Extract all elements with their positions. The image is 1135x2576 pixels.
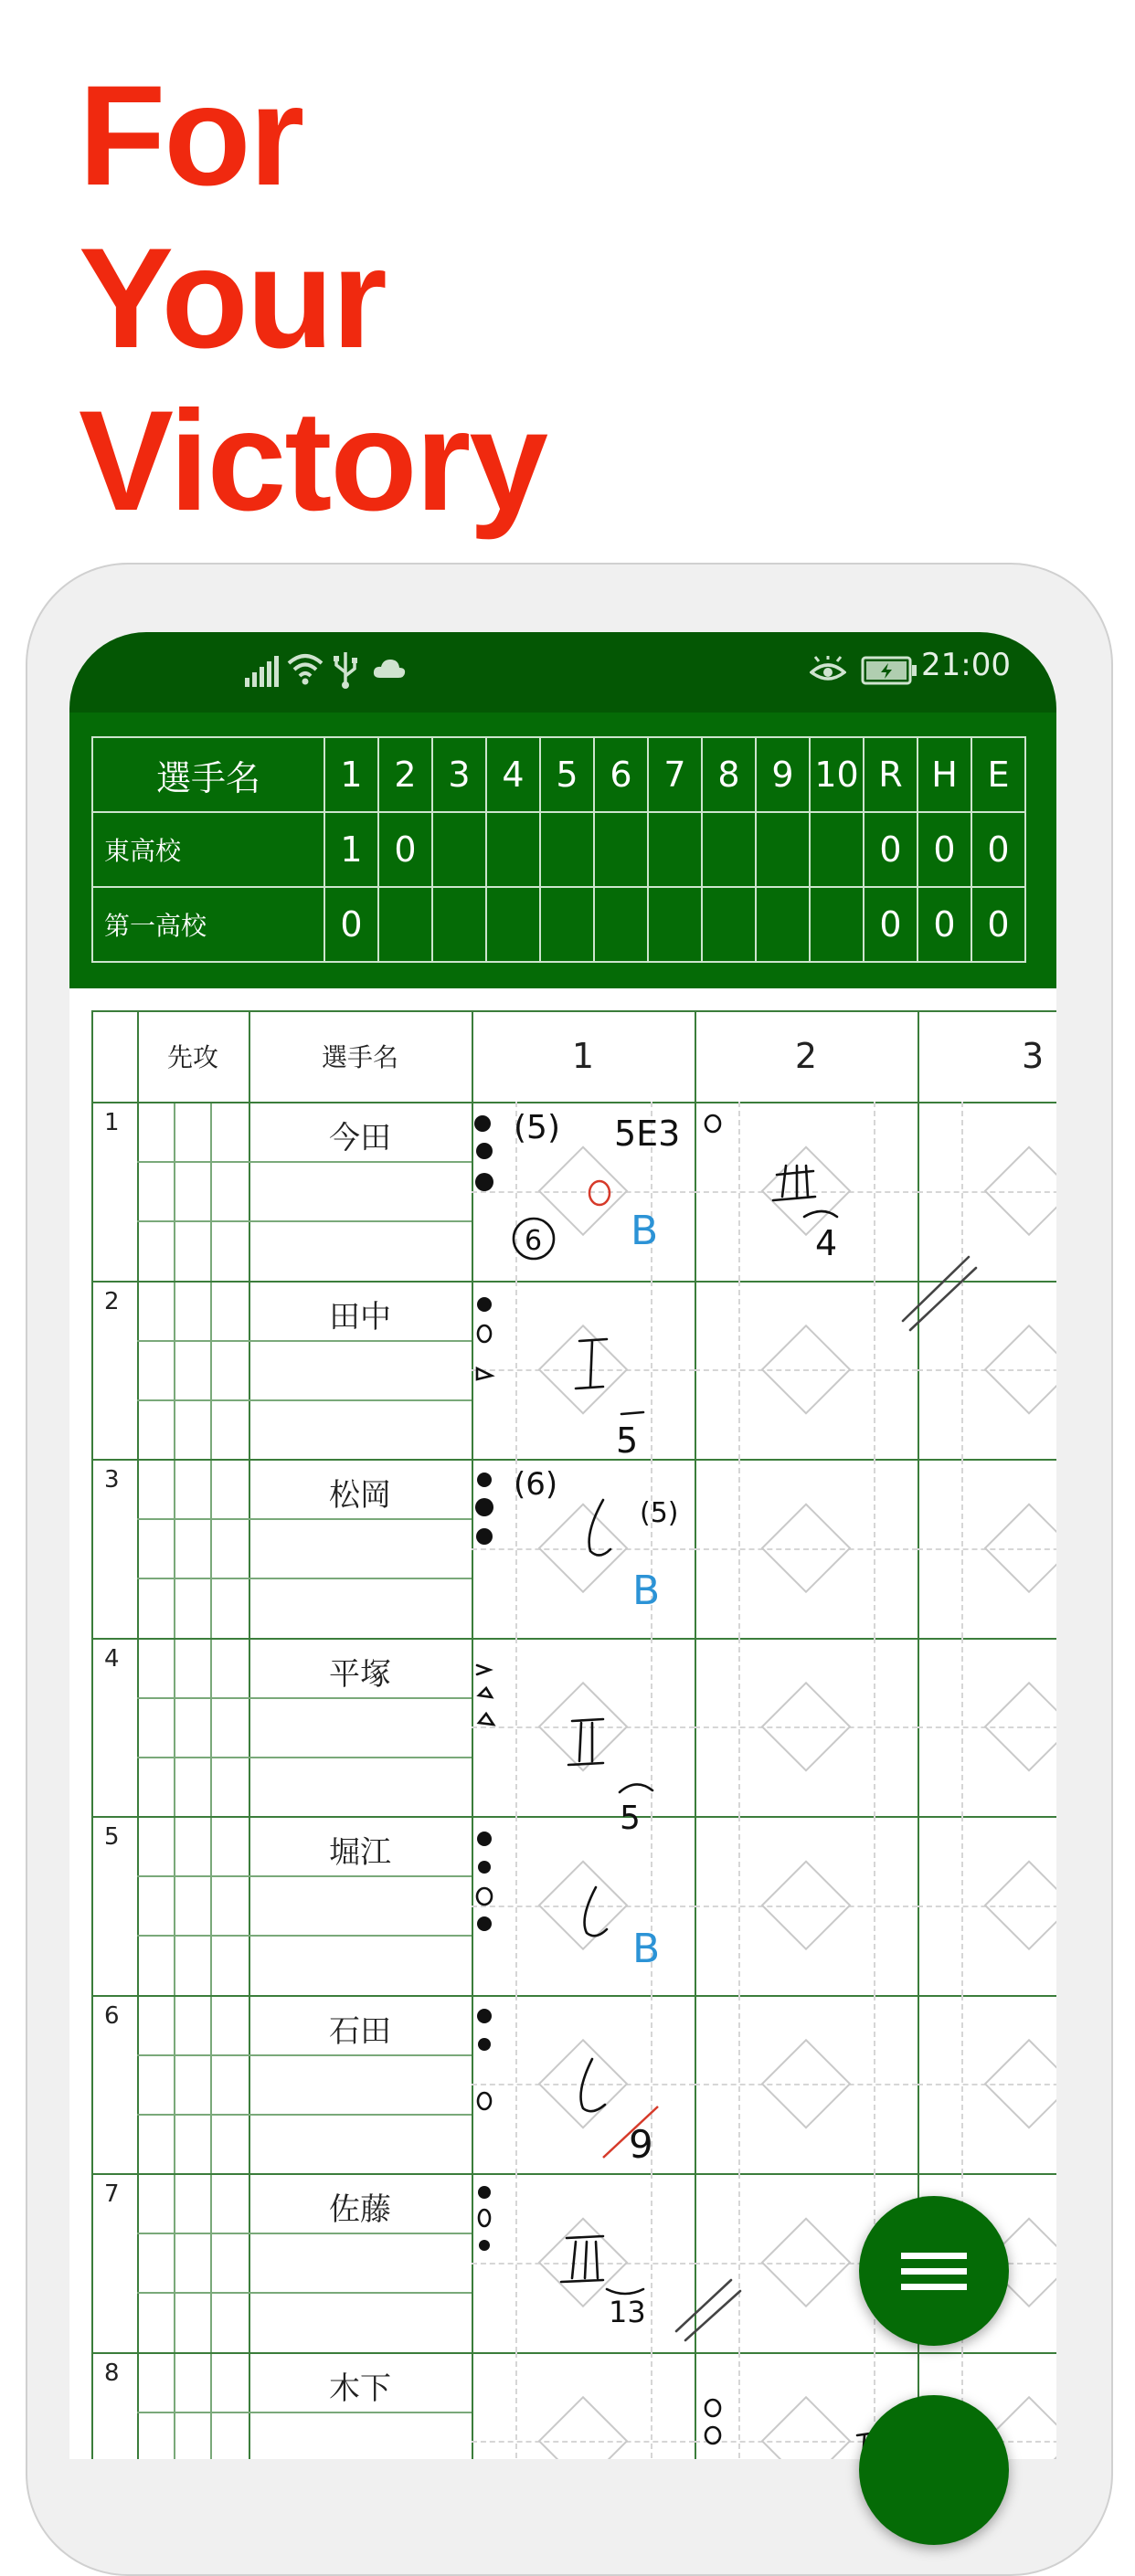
player-name[interactable]: 石田 [329,2013,391,2050]
batting-order-number: 8 [104,2360,120,2387]
svg-text:5: 5 [616,1420,639,1461]
inning-header-8: 8 [702,737,756,812]
inning-header-2: 2 [378,737,432,812]
runs-total: 0 [864,812,918,887]
signal-icon [245,656,281,687]
svg-text:13: 13 [609,2295,646,2329]
hits-total: 0 [918,812,971,887]
headline-line-3: Victory [79,382,547,541]
player-name[interactable]: 木下 [329,2370,391,2407]
inning-score[interactable]: 0 [378,812,432,887]
menu-button[interactable] [859,2196,1009,2346]
svg-text:B: B [632,1926,661,1972]
inning-score[interactable] [648,812,702,887]
errors-header: E [971,737,1025,812]
inning-score[interactable] [702,887,756,962]
headline-line-1: For [79,57,303,216]
scoreboard-name-header: 選手名 [92,737,324,812]
team-name: 第一高校 [92,887,324,962]
player-name-header: 選手名 [321,1042,398,1072]
inning-score[interactable]: 0 [324,887,378,962]
team-name: 東高校 [92,812,324,887]
batting-order-number: 7 [104,2180,120,2208]
inning-score[interactable] [432,887,486,962]
batting-order-number: 1 [104,1109,120,1136]
inning-score[interactable] [702,812,756,887]
inning-column-2[interactable]: 2 [794,1036,818,1076]
batting-order-number: 5 [104,1823,120,1851]
svg-text:(6): (6) [514,1466,558,1503]
scoreboard-team-row[interactable] [92,812,1025,887]
status-bar [69,632,1056,713]
errors-total: 0 [971,812,1025,887]
inning-header-3: 3 [432,737,486,812]
inning-score[interactable] [594,887,648,962]
svg-text:4: 4 [815,1223,838,1263]
svg-text:5: 5 [620,1800,641,1837]
hits-total: 0 [918,887,971,962]
inning-score[interactable] [540,887,594,962]
inning-header-5: 5 [540,737,594,812]
player-name[interactable]: 堀江 [329,1834,391,1871]
status-time: 21:00 [921,647,1011,683]
runs-total: 0 [864,887,918,962]
svg-text:9: 9 [629,2122,653,2167]
usb-icon [333,650,358,689]
errors-total: 0 [971,887,1025,962]
svg-text:5E3: 5E3 [614,1114,681,1154]
inning-header-10: 10 [810,737,864,812]
phone-screen [69,632,1056,2459]
scoreboard-panel [69,713,1056,988]
svg-text:B: B [631,1208,659,1254]
svg-text:(5): (5) [640,1497,679,1529]
runs-header: R [864,737,918,812]
cloud-icon [373,658,406,680]
inning-score[interactable] [756,812,810,887]
inning-score[interactable] [486,812,540,887]
svg-text:6: 6 [525,1225,543,1257]
batting-order-number: 4 [104,1645,120,1673]
inning-score[interactable] [810,887,864,962]
headline-line-2: Your [79,219,386,378]
inning-score[interactable] [432,812,486,887]
scoreboard-table [91,736,1026,963]
secondary-action-button[interactable] [859,2395,1009,2545]
inning-score[interactable] [810,812,864,887]
battery-icon [861,654,918,687]
scoreboard-header-row [92,737,1025,812]
player-name[interactable]: 松岡 [329,1477,391,1514]
svg-text:B: B [632,1568,661,1614]
batting-order-number: 3 [104,1466,120,1494]
inning-column-1[interactable]: 1 [571,1036,595,1076]
menu-icon [859,2196,1009,2346]
inning-score[interactable] [486,887,540,962]
player-name[interactable]: 田中 [329,1299,391,1336]
batting-order-number: 6 [104,2002,120,2030]
inning-score[interactable] [540,812,594,887]
scoreboard-team-row[interactable] [92,887,1025,962]
svg-text:(5): (5) [514,1109,560,1146]
inning-score[interactable] [378,887,432,962]
hits-header: H [918,737,971,812]
eye-icon [810,656,846,687]
wifi-icon [287,652,324,687]
inning-score[interactable] [756,887,810,962]
inning-header-4: 4 [486,737,540,812]
promo-headline [79,55,546,543]
inning-header-9: 9 [756,737,810,812]
player-name[interactable]: 今田 [329,1120,391,1156]
inning-score[interactable] [594,812,648,887]
inning-score[interactable]: 1 [324,812,378,887]
batting-order-number: 2 [104,1288,120,1315]
batting-order-header: 先攻 [166,1042,218,1072]
inning-header-7: 7 [648,737,702,812]
player-name[interactable]: 佐藤 [329,2191,391,2228]
player-name[interactable]: 平塚 [329,1656,391,1693]
inning-column-3[interactable]: 3 [1022,1036,1045,1076]
inning-header-1: 1 [324,737,378,812]
inning-header-6: 6 [594,737,648,812]
inning-score[interactable] [648,887,702,962]
